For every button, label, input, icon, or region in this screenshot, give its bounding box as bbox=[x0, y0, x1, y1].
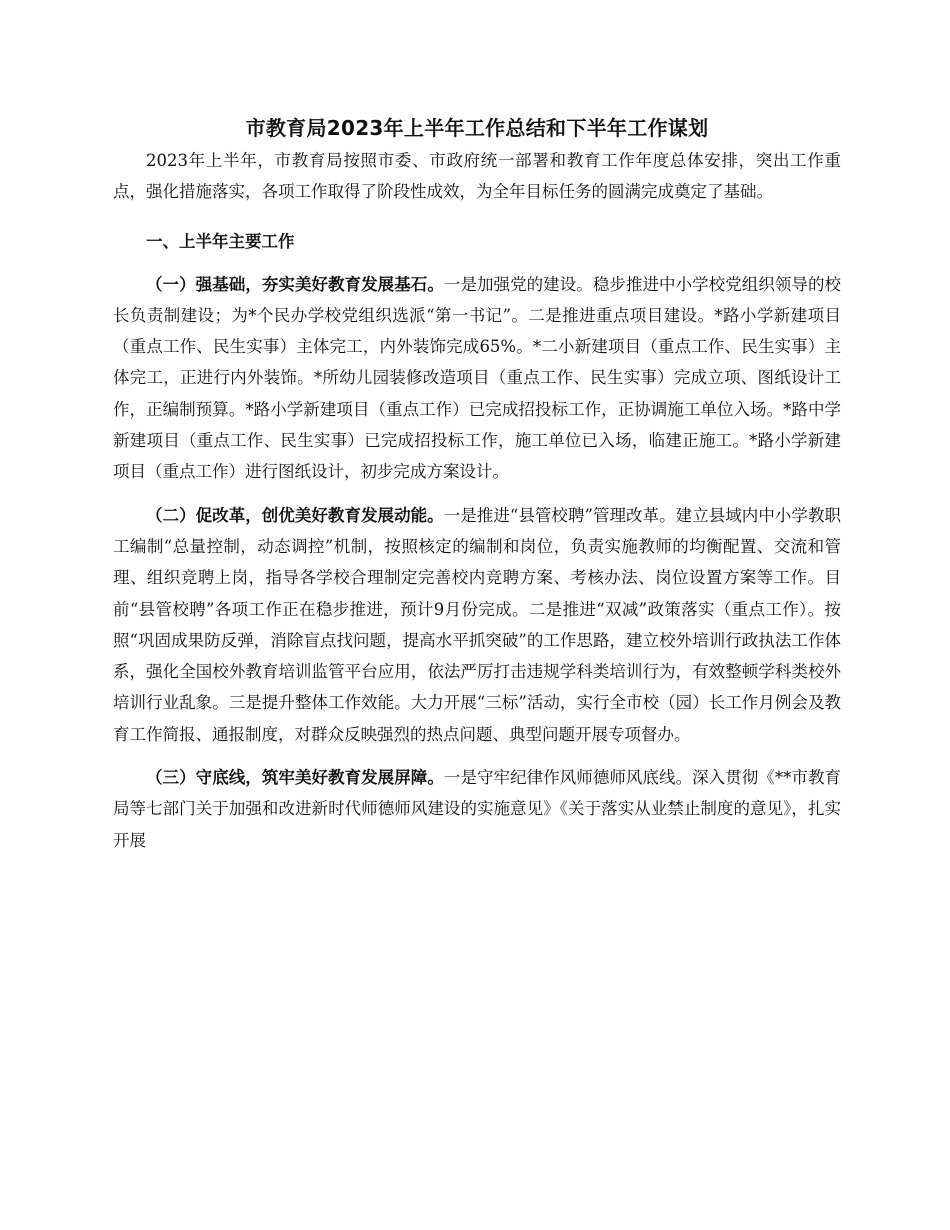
work-item-text: 一是推进“县管校聘”管理改革。建立县域内中小学教职工编制“总量控制，动态调控”机制，按照核定的编制和岗位，负责实施教师的均衡配置、交流和管理、组织竞聘上岗，指导各学校合理制定完善校内竞聘方案、考核办法、岗位设置方案等工作。目前“县管校聘”各项工作正在稳步推进，预计9月份完成。二是推进“双减”政策落实（重点工作）。按照“巩固成果防反弹，消除盲点找问题，提高水平抓突破”的工作思路，建立校外培训行政执法工作体系，强化全国校外教育培训监管平台应用，依法严厉打击违规学科类培训行为，有效整顿学科类校外培训行业乱象。三是提升整体工作效能。大力开展“三标”活动，实行全市校（园）长工作月例会及教育工作简报、通报制度，对群众反映强烈的热点问题、典型问题开展专项督办。 bbox=[113, 505, 842, 744]
document-title: 市教育局2023年上半年工作总结和下半年工作谋划 bbox=[245, 116, 709, 140]
work-item-lead: （三）守底线，筑牢美好教育发展屏障。 bbox=[146, 768, 444, 788]
section-heading: 一、上半年主要工作 bbox=[146, 231, 295, 251]
work-item-text: 一是加强党的建设。稳步推进中小学校党组织领导的校长负责制建设；为*个民办学校党组织选派“第一书记”。二是推进重点项目建设。*路小学新建项目（重点工作、民生实事）主体完工，内外装饰完成65%。*二小新建项目（重点工作、民生实事）主体完工，正进行内外装饰。*所幼儿园装修改造项目（重点工作、民生实事）完成立项、图纸设计工作，正编制预算。*路小学新建项目（重点工作）已完成招投标工作，正协调施工单位入场。*路中学新建项目（重点工作、民生实事）已完成招投标工作，施工单位已入场，临建正施工。*路小学新建项目（重点工作）进行图纸设计，初步完成方案设计。 bbox=[113, 274, 842, 482]
work-item-lead: （一）强基础，夯实美好教育发展基石。 bbox=[146, 274, 444, 294]
work-item-text: 一是守牢纪律作风师德师风底线。深入贯彻《**市教育局等七部门关于加强和改进新时代师德师风建设的实施意见》《关于落实从业禁止制度的意见》，扎实开展 bbox=[113, 768, 842, 850]
document-page bbox=[113, 112, 841, 856]
work-item-paragraph bbox=[113, 500, 841, 750]
work-item-lead: （二）促改革，创优美好教育发展动能。 bbox=[146, 505, 444, 525]
work-item-paragraph bbox=[113, 762, 841, 856]
work-item-paragraph bbox=[113, 269, 841, 488]
intro-paragraph: 2023年上半年，市教育局按照市委、市政府统一部署和教育工作年度总体安排，突出工作重点，强化措施落实，各项工作取得了阶段性成效，为全年目标任务的圆满完成奠定了基础。 bbox=[113, 151, 841, 202]
